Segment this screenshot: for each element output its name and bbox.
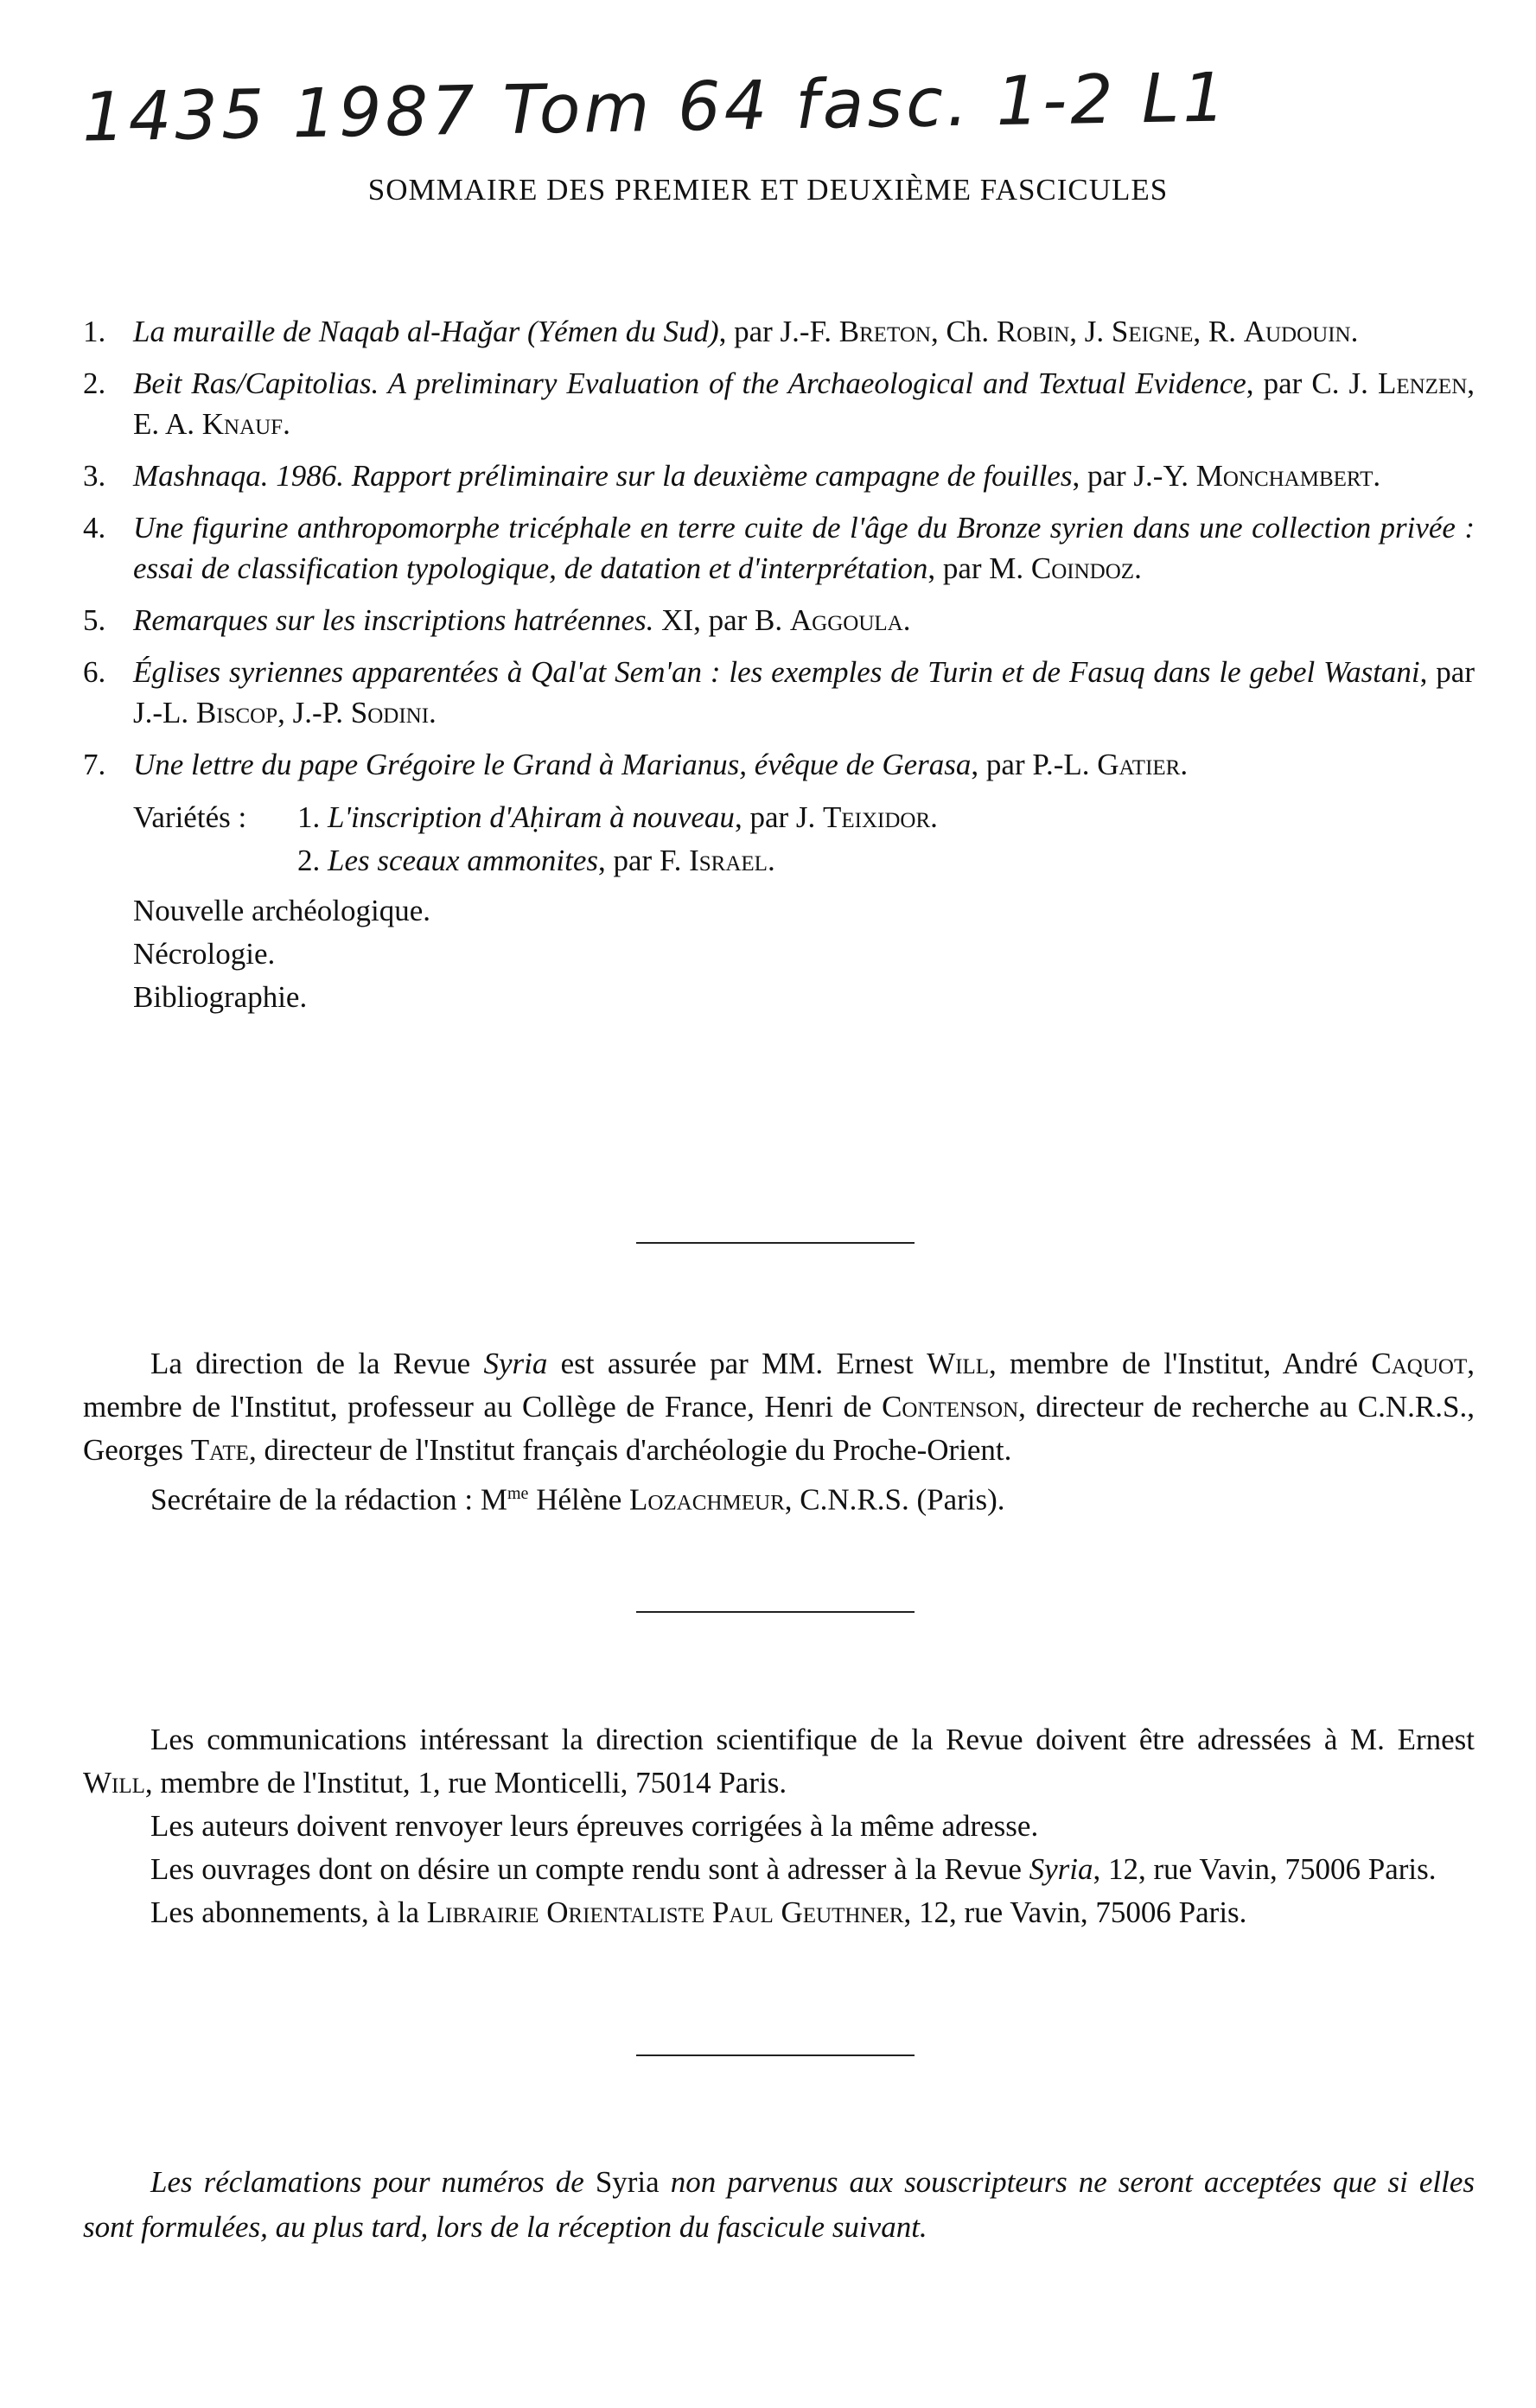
text-run: . [1350, 315, 1359, 348]
section-necrologie: Nécrologie. [133, 937, 276, 971]
toc-item [83, 652, 1475, 733]
text-run: , directeur de l'Institut français d'archéologie du Proche-Orient. [248, 1433, 1012, 1467]
author-intro: , par J.-Y. [1072, 459, 1196, 493]
italic-text: Les réclamations pour numéros de [150, 2165, 596, 2199]
divider-rule [636, 1242, 915, 1244]
toc-item [83, 600, 1475, 640]
author-intro: , par J.-F. [718, 315, 839, 348]
author-name: Lenzen [1377, 366, 1468, 400]
author-name: Will [927, 1347, 989, 1380]
communication-paragraph [83, 1718, 1475, 1805]
varietes-item-author: Israel [689, 844, 768, 877]
text-run: , 12, rue Vavin, 75006 Paris. [903, 1895, 1247, 1929]
section-list [83, 889, 1475, 1019]
toc-number: 4. [83, 511, 106, 545]
toc-item [83, 311, 1475, 352]
article-title: Une figurine anthropomorphe tricéphale en terre cuite de l'âge du Bronze syrien dans une collection privée : essai de classification typologique, de datation et d'interprétation [133, 511, 1475, 585]
text-run: , J. [1069, 315, 1112, 348]
varietes-label: Variétés : [133, 800, 247, 834]
author-intro: XI, par B. [653, 603, 790, 637]
author-name: Robin [996, 315, 1070, 348]
communication-paragraph [83, 1848, 1475, 1891]
text-run: Syria [595, 2165, 660, 2199]
toc-item [83, 363, 1475, 444]
communications-block [83, 1718, 1475, 1934]
author-name: Knauf [201, 407, 284, 441]
article-title: Remarques sur les inscriptions hatréennes. [133, 603, 654, 637]
text-run: . [429, 696, 437, 729]
toc-item [83, 507, 1475, 589]
varietes-item-1: Variétés : 1. L'inscription d'Aḥiram à nouveau, par J. Teixidor. [133, 796, 1475, 839]
handwritten-note: 1435 1987 Tom 64 fasc. 1-2 L1 [81, 59, 1230, 157]
secretary-paragraph: Secrétaire de la rédaction : $M^{me}$ Hélène Lozachmeur, C.N.R.S. (Paris). [150, 1482, 1005, 1517]
toc-list [83, 311, 1475, 785]
italic-text: non parvenus aux souscripteurs ne seront acceptées que si elles sont formulées, au plus tard, lors de la réception du fascicule suivant. [83, 2165, 1475, 2244]
table-of-contents [83, 311, 1475, 1019]
author-name: Caquot [1371, 1347, 1468, 1380]
article-title: Mashnaqa. 1986. Rapport préliminaire sur la deuxième campagne de fouilles [133, 459, 1073, 493]
article-title: La muraille de Naqab al-Haǧar (Yémen du Sud) [133, 315, 719, 348]
direction-paragraph [83, 1342, 1475, 1472]
article-title: Églises syriennes apparentées à Qal'at Sem'an : les exemples de Turin et de Fasuq dans le gebel Wastani [133, 655, 1420, 689]
author-intro: , par M. [927, 551, 1031, 585]
varietes-item-2: 2. Les sceaux ammonites, par F. Israel. [297, 844, 775, 877]
text-run: , 12, rue Vavin, 75006 Paris. [1093, 1852, 1437, 1886]
text-run: . [283, 407, 290, 441]
text-run: , membre de l'Institut, professeur au Collège de France, Henri de [83, 1347, 1475, 1424]
text-run: Les communications intéressant la direction scientifique de la Revue doivent être adressées à M. Ernest [150, 1723, 1475, 1756]
toc-number: 5. [83, 603, 106, 637]
communication-paragraph [83, 1805, 1475, 1848]
author-name: Coindoz [1030, 551, 1135, 585]
divider-rule [636, 2054, 915, 2056]
author-name: Breton [838, 315, 931, 348]
toc-number: 2. [83, 366, 106, 400]
text-run: . [1134, 551, 1142, 585]
text-run: Les abonnements, à la [150, 1895, 427, 1929]
author-intro: , par P.-L. [971, 748, 1098, 781]
text-run: est assurée par MM. Ernest [547, 1347, 927, 1380]
toc-item [83, 455, 1475, 496]
toc-number: 3. [83, 459, 106, 493]
italic-text: Syria [483, 1347, 548, 1380]
italic-text: Syria [1029, 1852, 1093, 1886]
divider-rule [636, 1611, 915, 1613]
author-name: Audouin [1243, 315, 1351, 348]
page-title: SOMMAIRE DES PREMIER ET DEUXIÈME FASCICULES [367, 173, 1169, 207]
text-run: . [1180, 748, 1189, 781]
toc-item [83, 744, 1475, 785]
author-name: Biscop [195, 696, 278, 729]
author-name: Gatier [1097, 748, 1181, 781]
text-run: , membre de l'Institut, 1, rue Monticelli, 75014 Paris. [144, 1766, 787, 1800]
toc-number: 6. [83, 655, 106, 689]
section-bibliographie: Bibliographie. [133, 980, 308, 1014]
text-run: , R. [1193, 315, 1244, 348]
author-name: Will [83, 1766, 145, 1800]
varietes-item-title: L'inscription d'Aḥiram à nouveau [328, 800, 735, 834]
toc-number: 7. [83, 748, 106, 781]
author-name: Seigne [1111, 315, 1194, 348]
author-name: Librairie Orientaliste Paul Geuthner [426, 1895, 904, 1929]
author-name: Tate [190, 1433, 249, 1467]
text-run: , E. A. [133, 366, 1475, 441]
author-intro: , par C. J. [1246, 366, 1378, 400]
author-name: Aggoula [789, 603, 903, 637]
section-nouvelle-archeologique: Nouvelle archéologique. [133, 894, 431, 927]
author-name: Monchambert [1195, 459, 1373, 493]
text-run: . [902, 603, 911, 637]
varietes-item-author: Teixidor [823, 800, 931, 834]
text-run: Les ouvrages dont on désire un compte rendu sont à adresser à la Revue [150, 1852, 1029, 1886]
varietes-item-title: Les sceaux ammonites [328, 844, 599, 877]
toc-number: 1. [83, 315, 106, 348]
text-run: , directeur de recherche au C.N.R.S., Georges [83, 1390, 1475, 1467]
text-run: La direction de la Revue [150, 1347, 484, 1380]
article-title: Beit Ras/Capitolias. A preliminary Evaluation of the Archaeological and Textual Evidence [133, 366, 1246, 400]
text-run: , Ch. [930, 315, 997, 348]
direction-block [83, 1342, 1475, 1522]
text-run: Les auteurs doivent renvoyer leurs épreuves corrigées à la même adresse. [150, 1809, 1039, 1843]
varietes-section [83, 796, 1475, 882]
author-name: Contenson [882, 1390, 1019, 1424]
communication-paragraph [83, 1891, 1475, 1934]
article-title: Une lettre du pape Grégoire le Grand à Marianus, évêque de Gerasa [133, 748, 972, 781]
text-run: . [1373, 459, 1381, 493]
reclamations-notice [83, 2160, 1475, 2250]
author-name: Sodini [350, 696, 430, 729]
text-run: , J.-P. [277, 696, 351, 729]
author-intro: , par J.-L. [133, 655, 1475, 729]
text-run: , membre de l'Institut, André [988, 1347, 1372, 1380]
